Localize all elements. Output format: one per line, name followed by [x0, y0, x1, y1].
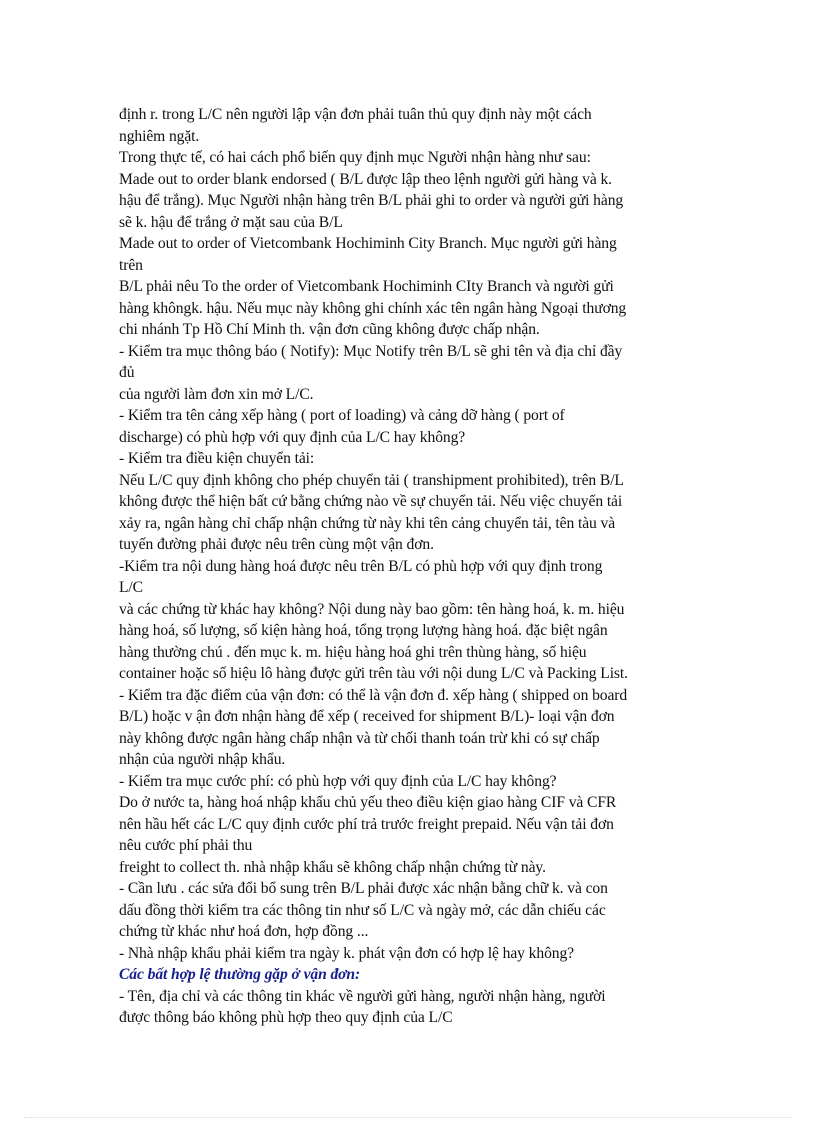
- text-line: xảy ra, ngân hàng chỉ chấp nhận chứng từ này khi tên cảng chuyển tải, tên tàu và: [119, 514, 616, 532]
- text-line: container hoặc số hiệu lô hàng được gửi trên tàu với nội dung L/C và Packing List.: [119, 665, 628, 682]
- text-line: - Nhà nhập khẩu phải kiểm tra ngày k. phát vận đơn có hợp lệ hay không?: [119, 944, 574, 962]
- section-heading: Các bất hợp lệ thường gặp ở vận đơn:: [119, 966, 361, 983]
- text-line: đủ: [119, 364, 135, 381]
- text-line: trên: [119, 256, 143, 274]
- text-line: sẽ k. hậu để trắng ở mặt sau của B/L: [119, 213, 343, 231]
- text-line: nên hầu hết các L/C quy định cước phí trả trước freight prepaid. Nếu vận tải đơn: [119, 815, 614, 833]
- text-line: hậu để trắng). Mục Người nhận hàng trên B/L phải ghi to order và người gửi hàng: [119, 192, 624, 209]
- text-line: - Kiểm tra mục thông báo ( Notify): Mục Notify trên B/L sẽ ghi tên và địa chỉ đầy: [119, 342, 623, 360]
- text-line: L/C: [119, 579, 143, 596]
- text-line: của người làm đơn xin mở L/C.: [119, 385, 314, 403]
- page-bottom-border: [24, 1117, 792, 1118]
- text-line: discharge) có phù hợp với quy định của L/C hay không?: [119, 428, 466, 446]
- text-line: nghiêm ngặt.: [119, 127, 200, 145]
- text-line: nêu cước phí phải thu: [119, 837, 253, 854]
- text-line: - Kiểm tra đặc điểm của vận đơn: có thể là vận đơn đ. xếp hàng ( shipped on board: [119, 686, 628, 704]
- text-line: Trong thực tế, có hai cách phổ biến quy định mục Người nhận hàng như sau:: [119, 149, 591, 166]
- text-line: chi nhánh Tp Hồ Chí Minh th. vận đơn cũng không được chấp nhận.: [119, 321, 540, 338]
- text-line: chứng từ khác như hoá đơn, hợp đồng ...: [119, 923, 369, 940]
- text-line: tuyến đường phải được nêu trên cùng một vận đơn.: [119, 536, 434, 553]
- text-line: Do ở nước ta, hàng hoá nhập khẩu chủ yếu theo điều kiện giao hàng CIF và CFR: [119, 794, 617, 811]
- document-body: [119, 104, 709, 1029]
- text-line: - Tên, địa chỉ và các thông tin khác về người gửi hàng, người nhận hàng, người: [119, 987, 606, 1005]
- text-line: Made out to order of Vietcombank Hochiminh City Branch. Mục người gửi hàng: [119, 235, 617, 252]
- text-line: định r. trong L/C nên người lập vận đơn phải tuân thủ quy định này một cách: [119, 106, 592, 123]
- text-line: dấu đồng thời kiểm tra các thông tin như số L/C và ngày mở, các dẫn chiếu các: [119, 901, 606, 919]
- text-line: Nếu L/C quy định không cho phép chuyển tải ( transhipment prohibited), trên B/L: [119, 471, 624, 489]
- text-line: hàng hoá, số lượng, số kiện hàng hoá, tổng trọng lượng hàng hoá. đặc biệt ngân: [119, 622, 608, 639]
- text-line: hàng thường chú . đến mục k. m. hiệu hàng hoá ghi trên thùng hàng, số hiệu: [119, 643, 587, 661]
- text-line: hàng khôngk. hậu. Nếu mục này không ghi chính xác tên ngân hàng Ngoại thương: [119, 299, 627, 317]
- text-line: Made out to order blank endorsed ( B/L được lập theo lệnh người gửi hàng và k.: [119, 170, 612, 188]
- text-line: freight to collect th. nhà nhập khẩu sẽ không chấp nhận chứng từ này.: [119, 858, 546, 876]
- text-line: - Kiểm tra điều kiện chuyển tải:: [119, 450, 315, 467]
- text-line: nhận của người nhập khẩu.: [119, 751, 286, 768]
- text-line: -Kiểm tra nội dung hàng hoá được nêu trên B/L có phù hợp với quy định trong: [119, 557, 603, 575]
- text-line: - Cần lưu . các sửa đổi bổ sung trên B/L phải được xác nhận bằng chữ k. và con: [119, 880, 608, 897]
- text-line: - Kiểm tra mục cước phí: có phù hợp với quy định của L/C hay không?: [119, 772, 557, 790]
- text-line: B/L) hoặc v ận đơn nhận hàng để xếp ( received for shipment B/L)- loại vận đơn: [119, 708, 615, 725]
- text-line: - Kiểm tra tên cảng xếp hàng ( port of loading) và cảng dỡ hàng ( port of: [119, 407, 565, 424]
- text-line: không được thể hiện bất cứ bằng chứng nào về sự chuyển tải. Nếu việc chuyển tải: [119, 493, 623, 510]
- text-line: và các chứng từ khác hay không? Nội dung này bao gồm: tên hàng hoá, k. m. hiệu: [119, 600, 625, 618]
- text-line: B/L phải nêu To the order of Vietcombank Hochiminh CIty Branch và người gửi: [119, 278, 614, 295]
- text-line: được thông báo không phù hợp theo quy định của L/C: [119, 1009, 453, 1026]
- text-line: này không được ngân hàng chấp nhận và từ chối thanh toán trừ khi có sự chấp: [119, 729, 600, 747]
